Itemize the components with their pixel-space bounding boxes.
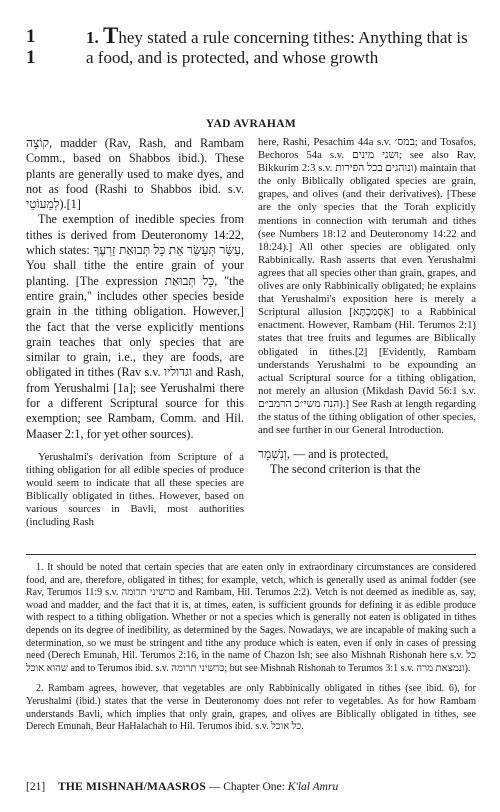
lemma-heading: וְנִשְׁמָר, — and is protected, (258, 447, 389, 462)
section-banner: YAD AVRAHAM (205, 118, 297, 130)
mishnah-dropcap: T (103, 23, 119, 48)
footnote: 1. It should be noted that certain species that are eaten only in extraordinary circumstances are considered food, and are, therefore, obligated in tithes; for example, vetch, which is generally used as animal fodder (see Rav, Terumos 11:9 s.v. כרשיני תרומה and Rambam, Hil. Terumos 2:2). Vetch is not deemed as inedible as, say, woad and madder, and the fact that it is, at times, eaten, is sufficient grounds for defining it as edible produce with respect to a tithing obligation. Whether or not a species which is generally not eaten is obligated in tithes depends on its degree of inedibility, as determined by the Sages. Nowadays, we are incapable of making such a determination, so we must be stringent and tithe any produce which is eaten, even if only in cases of pressing need (Derech Emunah, Hil. Terumos 2:16, in the name of Chazon Ish; see also Mishnah Rishonah here s.v. כל שהוא אוכל and to Terumos ibid. s.v. כרשיני תרומה; but see Mishnah Rishonah to Terumos 3:1 s.v. ונמצאת מרה). (26, 562, 477, 674)
right-paragraph: here, Rashi, Pesachim 44a s.v. במס׳; and Tosafos, Bechoros 54a s.v. ושני מינים; see also Rav, Bikkurim 2:3 s.v. ונוהגים בכל הפירות) maintain that the only Biblically obligated species are grain, grapes, and olives (and their derivatives). [These are the only species that the Torah explicitly mentions in connection with terumah and tithes (see Numbers 18:12 and Deuteronomy 14:22 and 18:24).] All other species are obligated only Rabbinically. Rash asserts that even Yerushalmi agrees that all species other than grain, grapes, and olives are only Rabbinically obligated; he explains that Yerushalmi's exposition here is merely a Scriptural allusion [אַסְמַכְתָּא] to a Rabbinical enactment. However, Rambam (Hil. Terumos 2:1) states that tree fruits and legumes are Biblically obligated in tithes.[2] [Evidently, Rambam understands Yerushalmi to be expounding an actual Scriptural source for a tithing obligation, not merely an allusion (Mikdash David 56:1 s.v. הנה משי״כ הרמב״ם).] See Rash at length regarding the status of the tithing obligation of other species, and see further in our General Introduction. (258, 136, 477, 437)
running-dash: — Chapter One: (208, 781, 285, 793)
mishnah-label: 1. (86, 28, 99, 47)
page-number: [21] (26, 781, 46, 793)
left-paragraph: The exemption of inedible species from tithes is derived from Deuteronomy 14:22, which states: עַשֵּׂר תְּעַשֵּׂר אֵת כָּל תְּבוּאַת זַרְעֶךָ, You shall tithe the entire grain of your planting. [The expression כָּל תְּבוּאַת, "the entire grain," includes other species beside grain in the tithing obligation. However,] the fact that the verse explicitly mentions grain teaches that only species that are similar to grain, i.e., they are foods, are obligated in tithes (Rav s.v. וגדוליו and Rash, from Yerushalmi [1a]; see Yerushalmi there for a different Scriptural source for this exemption; see Rambam, Comm. and Hil. Maaser 2:1, for yet other sources). (26, 212, 244, 441)
running-subtitle: K'lal Amru (287, 781, 339, 793)
chapter-mishnah-marker (26, 26, 66, 68)
page-footer (26, 780, 476, 794)
page (26, 23, 477, 800)
left-paragraph: קוֹצָה, madder (Rav, Rash, and Rambam Comm., based on Shabbos ibid.). These plants are generally used to make dyes, and not as food (Rashi to Shabbos ibid. s.v. לְמַעוֹטֵי).[1] (26, 136, 244, 212)
mishnah-text: hey stated a rule concerning tithes: Anything that is a food, and is protected, and whose growth (86, 28, 468, 67)
running-title: THE MISHNAH/MAASROS (58, 781, 206, 793)
footnote: 2. Rambam agrees, however, that vegetables are only Rabbinically obligated in tithes (see ibid. 6), for Yerushalmi (ibid.) states that the verse in Deuteronomy does not refer to vegetables. As for how Rambam understands Bavli, which implies that only grain, grapes, and olives are Biblically obligated in tithes, see Derech Emunah, Beur HaHalachah to Hil. Terumos ibid. s.v. כל אוכל. (26, 683, 476, 733)
mishnah-number: 1 (26, 47, 36, 68)
footnote-divider (26, 554, 476, 555)
footnotes (26, 562, 476, 742)
commentary-right-column (258, 136, 476, 478)
commentary-columns (26, 136, 476, 546)
mishnah-header (26, 23, 476, 96)
right-paragraph: The second criterion is that the (270, 462, 421, 477)
commentary-left-column (26, 136, 244, 530)
left-paragraph: Yerushalmi's derivation from Scripture of a tithing obligation for all edible species of produce would seem to indicate that all these species are Biblically obligated in tithes. However, based on various sources in Bavli, most authorities (including Rash (26, 450, 244, 529)
mishnah-text-block (86, 23, 476, 68)
chapter-number: 1 (26, 26, 36, 47)
